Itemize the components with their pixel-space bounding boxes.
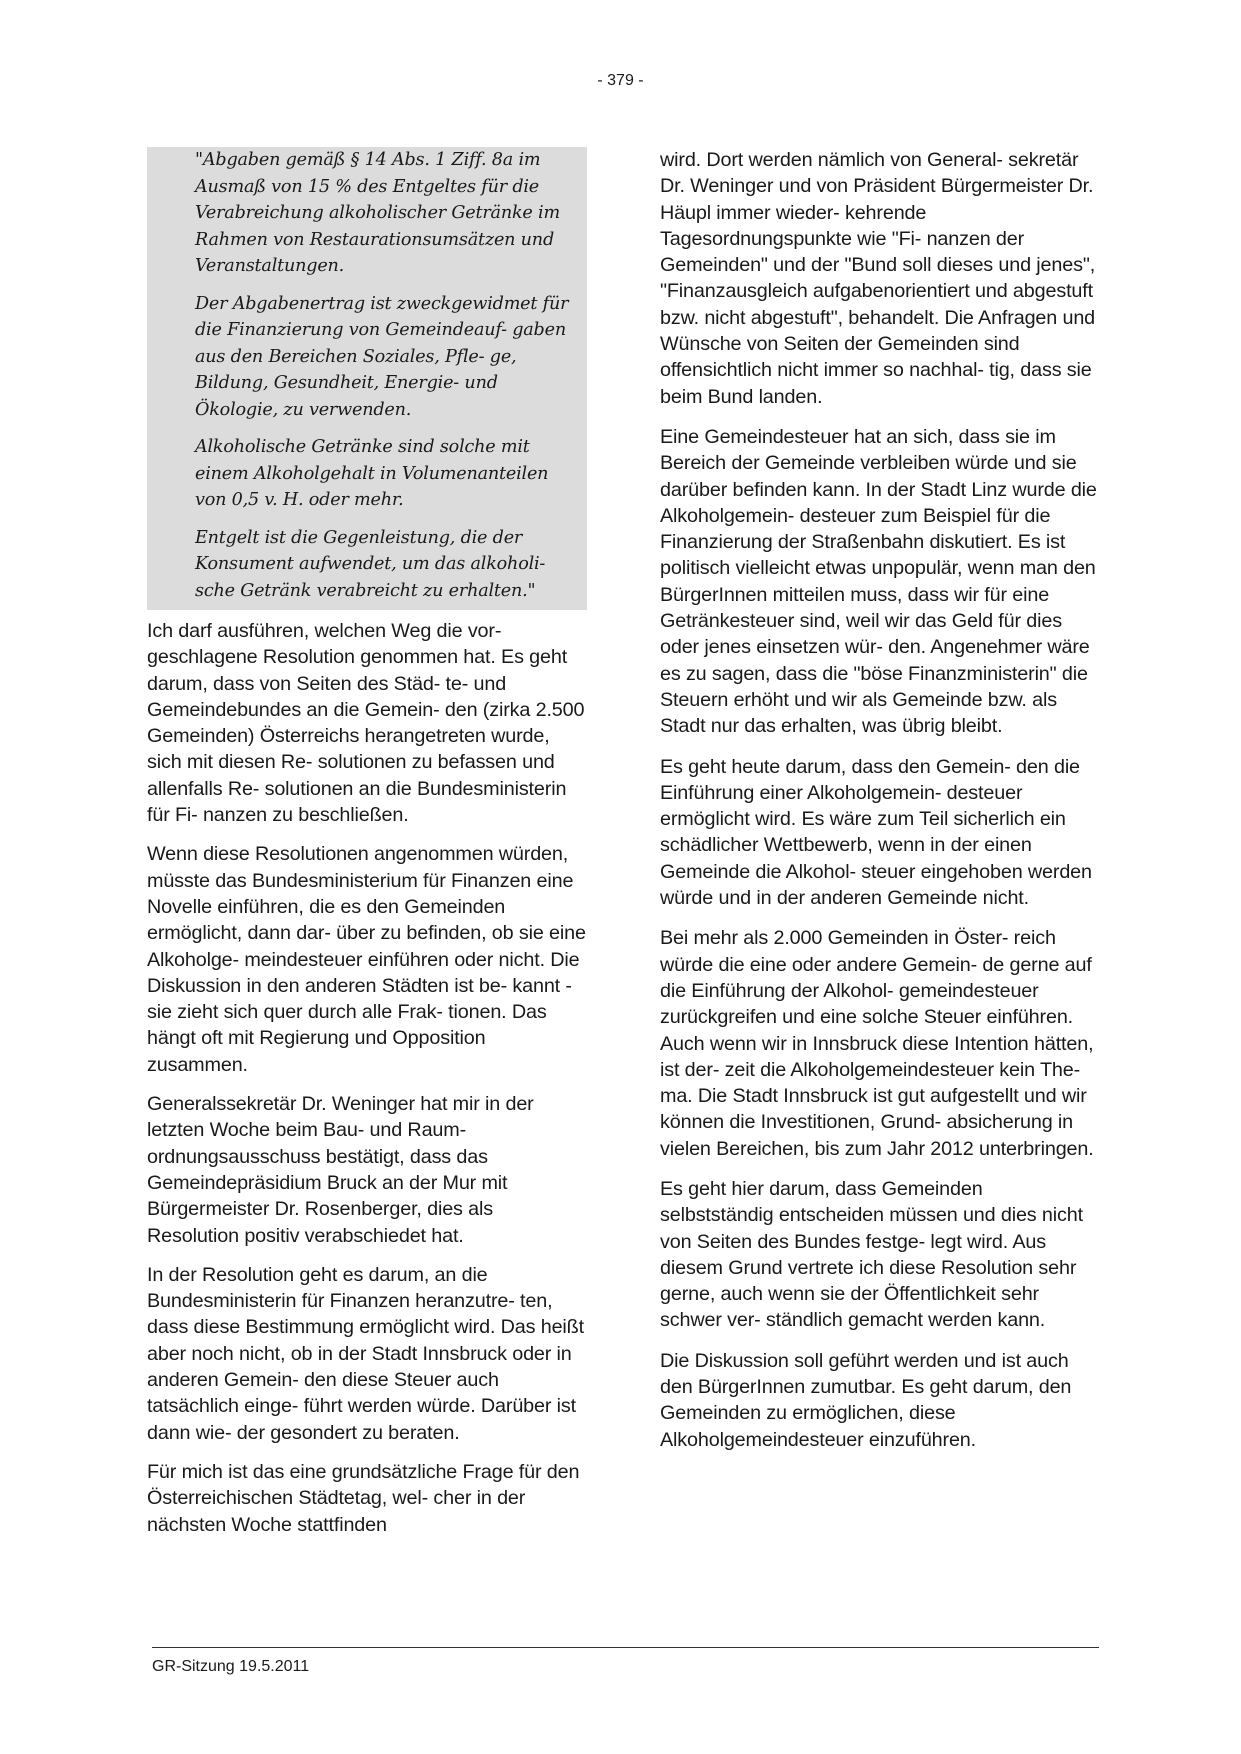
left-body-text bbox=[147, 618, 587, 1538]
body-paragraph: Generalssekretär Dr. Weninger hat mir in der letzten Woche beim Bau- und Raum- ordnungsausschuss bestätigt, dass das Gemeindepräsidium Bruck an der Mur mit Bürgermeister Dr. Rosenberger, dies als Resolution positiv verabschiedet hat. bbox=[147, 1093, 534, 1247]
quote-paragraph: "Abgaben gemäß § 14 Abs. 1 Ziff. 8a im Ausmaß von 15 % des Entgeltes für die Verabreichung alkoholischer Getränke im Rahmen von Restaurationsumsätzen und Veranstaltungen. bbox=[195, 150, 560, 276]
body-paragraph: Für mich ist das eine grundsätzliche Frage für den Österreichischen Städtetag, wel- cher in der nächsten Woche stattfinden bbox=[147, 1460, 580, 1536]
body-paragraph: Es geht hier darum, dass Gemeinden selbstständig entscheiden müssen und dies nicht von Seiten des Bundes festge- legt wird. Aus diesem Grund vertrete ich diese Resolution sehr gerne, auch wenn sie der Öffentlichkeit sehr schwer ver- ständlich gemacht werden kann. bbox=[660, 1177, 1083, 1332]
quote-paragraph: Entgelt ist die Gegenleistung, die der Konsument aufwendet, um das alkoholi- sche Getränk verabreicht zu erhalten." bbox=[195, 527, 546, 601]
body-paragraph: Es geht heute darum, dass den Gemein- den die Einführung einer Alkoholgemein- desteuer ermöglicht wird. Es wäre zum Teil sicherlich ein schädlicher Wettbewerb, wenn in der einen Gemeinde die Alkohol- steuer eingehoben werden würde und in der anderen Gemeinde nicht. bbox=[660, 755, 1092, 910]
body-paragraph: Die Diskussion soll geführt werden und ist auch den BürgerInnen zumutbar. Es geht darum, den Gemeinden zu ermöglichen, diese Alkoholgemeindesteuer einzuführen. bbox=[660, 1349, 1072, 1451]
body-paragraph: Bei mehr als 2.000 Gemeinden in Öster- reich würde die eine oder andere Gemein- de gerne auf die Einführung der Alkohol- gemeindesteuer zurückgreifen und eine solche Steuer einführen. Auch wenn wir in Innsbruck diese Intention hätten, ist der- zeit die Alkoholgemeindesteuer kein The- ma. Die Stadt Innsbruck ist gut aufgestellt und wir können die Investitionen, Grund- absicherung in vielen Bereichen, bis zum Jahr 2012 unterbringen. bbox=[660, 927, 1094, 1160]
body-paragraph: Wenn diese Resolutionen angenommen würden, müsste das Bundesministerium für Finanzen eine Novelle einführen, die es den Gemeinden ermöglicht, dann dar- über zu befinden, ob sie eine Alkoholge- meindesteuer einführen oder nicht. Die Diskussion in den anderen Städten ist be- kannt - sie zieht sich quer durch alle Frak- tionen. Das hängt oft mit Regierung und Opposition zusammen. bbox=[147, 843, 586, 1076]
body-paragraph: Ich darf ausführen, welchen Weg die vor- geschlagene Resolution genommen hat. Es geht darum, dass von Seiten des Städ- te- und Gemeindebundes an die Gemein- den (zirka 2.500 Gemeinden) Österreichs herangetreten wurde, sich mit diesen Re- solutionen zu befassen und allenfalls Re- solutionen an die Bundesministerin für Fi- nanzen zu beschließen. bbox=[147, 620, 585, 827]
quote-paragraph: Der Abgabenertrag ist zweckgewidmet für die Finanzierung von Gemeindeauf- gaben aus den Bereichen Soziales, Pfle- ge, Bildung, Gesundheit, Energie- und Ökologie, zu verwenden. bbox=[195, 293, 569, 420]
page-number: - 379 - bbox=[597, 72, 644, 89]
footer-session-label: GR-Sitzung 19.5.2011 bbox=[152, 1658, 310, 1675]
footer-divider bbox=[152, 1647, 1099, 1648]
body-paragraph: Eine Gemeindesteuer hat an sich, dass sie im Bereich der Gemeinde verbleiben würde und sie darüber befinden kann. In der Stadt Linz wurde die Alkoholgemein- desteuer zum Beispiel für die Finanzierung der Straßenbahn diskutiert. Es ist politisch vielleicht etwas unpopulär, wenn man den BürgerInnen mitteilen muss, dass wir für eine Getränkesteuer sind, weil wir das Geld für dies oder jenes einsetzen wür- den. Angenehmer wäre es zu sagen, dass die "böse Finanzministerin" die Steuern erhöht und wir als Gemeinde bzw. als Stadt nur das erhalten, was übrig bleibt. bbox=[660, 425, 1097, 738]
quote-paragraph: Alkoholische Getränke sind solche mit einem Alkoholgehalt in Volumenanteilen von 0,5 v. H. oder mehr. bbox=[195, 437, 549, 510]
body-paragraph: In der Resolution geht es darum, an die Bundesministerin für Finanzen heranzutre- ten, dass diese Bestimmung ermöglicht wird. Das heißt aber noch nicht, ob in der Stadt Innsbruck oder in anderen Gemein- den diese Steuer auch tatsächlich einge- führt werden würde. Darüber ist dann wie- der gesondert zu beraten. bbox=[147, 1263, 584, 1444]
body-paragraph: wird. Dort werden nämlich von General- sekretär Dr. Weninger und von Präsident Bürgermeister Dr. Häupl immer wieder- kehrende Tagesordnungspunkte wie "Fi- nanzen der Gemeinden" und der "Bund soll dieses und jenes", "Finanzausgleich aufgabenorientiert und abgestuft bzw. nicht abgestuft", behandelt. Die Anfragen und Wünsche von Seiten der Gemeinden sind offensichtlich nicht immer so nachhal- tig, dass sie beim Bund landen. bbox=[660, 149, 1096, 408]
quoted-resolution-box bbox=[147, 147, 587, 610]
left-column bbox=[147, 147, 587, 1551]
right-column bbox=[660, 147, 1100, 1467]
